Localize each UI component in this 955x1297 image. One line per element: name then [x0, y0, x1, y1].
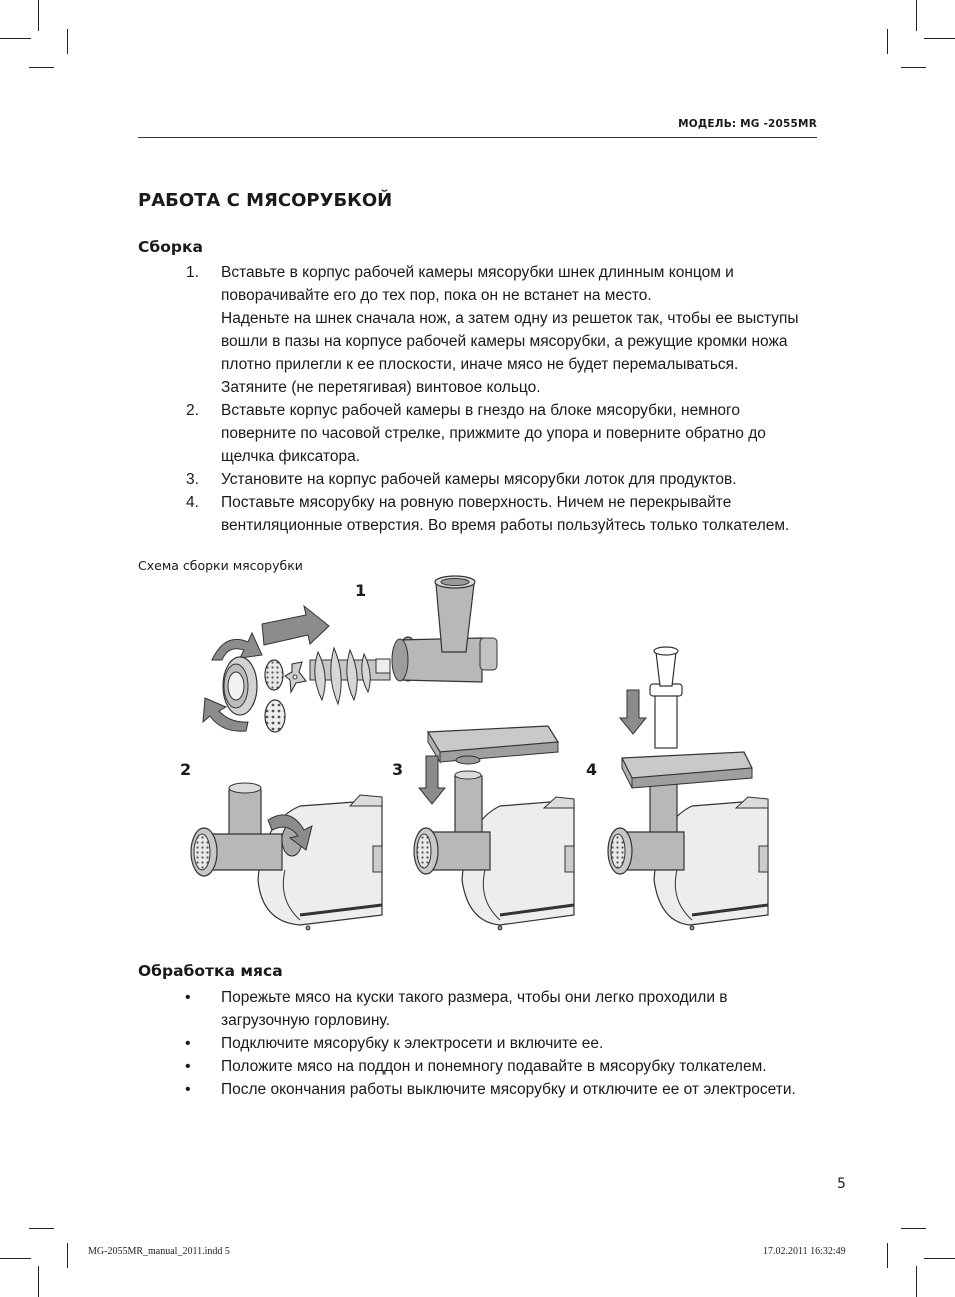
figure-4-pusher	[608, 647, 768, 930]
processing-text: Порежьте мясо на куски такого размера, чтобы они легко проходили в загрузочную горловину.	[221, 989, 728, 1029]
direction-arrow	[262, 606, 329, 645]
processing-item	[138, 1032, 818, 1055]
page-number: 5	[837, 1176, 846, 1192]
figure-label: 2	[180, 760, 192, 779]
grate-coarse	[265, 700, 285, 732]
grate-fine	[265, 660, 283, 690]
bullet: •	[185, 1035, 191, 1052]
file-slug: MG-2055MR_manual_2011.indd 5	[88, 1246, 230, 1257]
processing-text: После окончания работы выключите мясорубку и отключите ее от электросети.	[221, 1081, 796, 1098]
bullet: •	[185, 1081, 191, 1098]
bullet: •	[185, 989, 191, 1006]
processing-heading: Обработка мяса	[138, 962, 283, 980]
step-text: Поставьте мясорубку на ровную поверхность. Ничем не перекрывайте вентиляционные отверстия. Во время работы пользуйтесь только толкателем.	[221, 494, 790, 534]
step-number: 1.	[186, 264, 199, 281]
processing-item	[138, 986, 818, 1032]
auger-screw	[310, 648, 390, 704]
step-text: Наденьте на шнек сначала нож, а затем одну из решеток так, чтобы ее выступы вошли в пазы на корпусе рабочей камеры мясорубки, а режущие кромки ножа плотно прилегли к ее плоскости, иначе мясо не будет перемалываться.	[221, 310, 799, 373]
processing-text: Подключите мясорубку к электросети и включите ее.	[221, 1035, 604, 1052]
step-number: 3.	[186, 471, 199, 488]
bullet: •	[185, 1058, 191, 1075]
step-text: Установите на корпус рабочей камеры мясорубки лоток для продуктов.	[221, 471, 737, 488]
step-text: Затяните (не перетягивая) винтовое кольцо.	[221, 379, 541, 396]
figure-2-insert-chamber	[191, 783, 382, 930]
figure-label: 3	[392, 760, 404, 779]
step-number: 4.	[186, 494, 199, 511]
figure-1-exploded-view	[203, 576, 497, 732]
step-text: Вставьте в корпус рабочей камеры мясорубки шнек длинным концом и поворачивайте его до тех пор, пока он не встанет на место.	[221, 264, 734, 304]
page-title: РАБОТА С МЯСОРУБКОЙ	[138, 190, 393, 211]
chamber-housing	[392, 576, 497, 682]
food-pusher	[650, 647, 682, 748]
processing-item	[138, 1055, 818, 1078]
processing-text: Положите мясо на поддон и понемногу подавайте в мясорубку толкателем.	[221, 1058, 767, 1075]
step-text: Вставьте корпус рабочей камеры в гнездо на блоке мясорубки, немного поверните по часовой стрелке, прижмите до упора и поверните обратно до щелчка фиксатора.	[221, 402, 766, 465]
processing-item	[138, 1078, 818, 1101]
figure-label: 4	[586, 760, 598, 779]
figure-3-attach-tray	[414, 726, 574, 930]
step-number: 2.	[186, 402, 199, 419]
down-arrow-icon	[419, 756, 445, 804]
model-header: МОДЕЛЬ: MG -2055MR	[678, 118, 817, 130]
processing-list	[138, 986, 818, 1101]
scheme-caption: Схема сборки мясорубки	[138, 558, 303, 573]
timestamp-slug: 17.02.2011 16:32:49	[763, 1246, 846, 1257]
figure-label: 1	[355, 581, 367, 600]
assembly-heading: Сборка	[138, 238, 203, 256]
down-arrow-icon	[620, 690, 646, 734]
rotate-arrow-icon	[212, 633, 262, 660]
